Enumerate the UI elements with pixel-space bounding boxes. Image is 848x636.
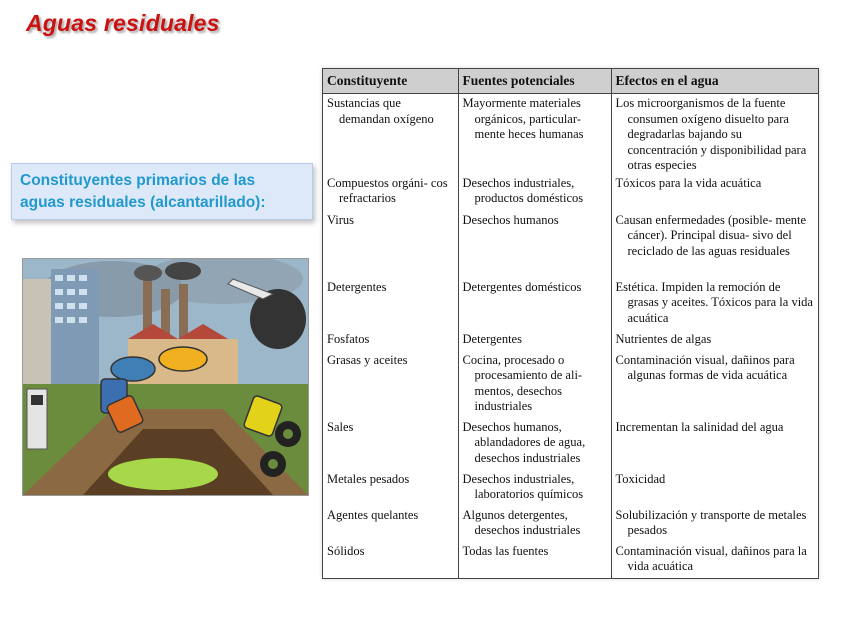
table-row [323, 211, 818, 278]
header-constituyente: Constituyente [323, 69, 458, 94]
slide-title: Aguas residuales [26, 10, 220, 36]
cell-text: Algunos detergentes, desechos industriales [462, 507, 581, 537]
cell-text: Detergentes domésticos [462, 279, 582, 294]
cell-text: Sólidos [327, 543, 365, 558]
cell-text: Virus [327, 212, 355, 227]
cell-constituent [323, 351, 458, 418]
cell-text: Incrementan la salinidad del agua [615, 419, 784, 434]
table-header-row [323, 69, 818, 94]
cell-effect [611, 418, 818, 470]
cell-text: Detergentes [462, 331, 522, 346]
table-row [323, 94, 818, 174]
cell-source [458, 470, 611, 506]
cell-text: Detergentes [327, 279, 387, 294]
cell-text: Tóxicos para la vida acuática [615, 175, 762, 190]
table-row [323, 418, 818, 470]
cell-source [458, 174, 611, 211]
cell-text: Desechos humanos [462, 212, 559, 227]
cell-source [458, 418, 611, 470]
cell-text: Contaminación visual, dañinos para la vida acuática [615, 543, 807, 573]
cell-effect [611, 211, 818, 278]
cell-text: Cocina, procesado o procesamiento de ali- mentos, desechos industriales [462, 352, 583, 413]
cell-effect [611, 330, 818, 351]
table-row [323, 542, 818, 579]
cell-effect [611, 278, 818, 330]
cell-text: Desechos humanos, ablandadores de agua, desechos industriales [462, 419, 586, 465]
cell-source [458, 351, 611, 418]
cell-effect [611, 174, 818, 211]
cell-constituent [323, 506, 458, 542]
cell-constituent [323, 542, 458, 579]
cell-text: Sales [327, 419, 354, 434]
cell-source [458, 94, 611, 174]
cell-effect [611, 470, 818, 506]
cell-source [458, 211, 611, 278]
table-row [323, 174, 818, 211]
table-row [323, 506, 818, 542]
cell-constituent [323, 174, 458, 211]
cell-effect [611, 542, 818, 579]
cell-text: Estética. Impiden la remoción de grasas y aceites. Tóxicos para la vida acuática [615, 279, 813, 325]
table-row [323, 351, 818, 418]
cell-text: Los microorganismos de la fuente consumen oxígeno disuelto para degradarlas bajando su concentración y disponibilidad para otras especies [615, 96, 807, 172]
cell-text: Grasas y aceites [327, 352, 408, 367]
cell-effect [611, 351, 818, 418]
cell-constituent [323, 418, 458, 470]
cell-text: Solubilización y transporte de metales pesados [615, 507, 807, 537]
cell-effect [611, 506, 818, 542]
cell-source [458, 278, 611, 330]
cell-text: Fosfatos [327, 331, 370, 346]
cell-source [458, 542, 611, 579]
pollution-illustration [22, 258, 309, 496]
cell-text: Compuestos orgáni- cos refractarios [327, 175, 448, 205]
cell-text: Toxicidad [615, 471, 666, 486]
cell-source [458, 330, 611, 351]
cell-constituent [323, 470, 458, 506]
cell-text: Desechos industriales, productos domésticos [462, 175, 584, 205]
cell-text: Todas las fuentes [462, 543, 549, 558]
cell-text: Desechos industriales, laboratorios químicos [462, 471, 584, 501]
constituents-table [323, 69, 818, 578]
table-row [323, 330, 818, 351]
header-fuentes: Fuentes potenciales [458, 69, 611, 94]
cell-source [458, 506, 611, 542]
cell-constituent [323, 330, 458, 351]
cell-constituent [323, 211, 458, 278]
cell-text: Sustancias que demandan oxígeno [327, 96, 434, 126]
table-row [323, 470, 818, 506]
cell-text: Metales pesados [327, 471, 410, 486]
cell-text: Agentes quelantes [327, 507, 419, 522]
table-row [323, 278, 818, 330]
cell-constituent [323, 94, 458, 174]
cell-text: Nutrientes de algas [615, 331, 712, 346]
callout-box: Constituyentes primarios de las aguas residuales (alcantarillado): [11, 163, 313, 220]
cell-constituent [323, 278, 458, 330]
cell-text: Contaminación visual, dañinos para algunas formas de vida acuática [615, 352, 795, 382]
cell-text: Mayormente materiales orgánicos, particular- mente heces humanas [462, 96, 584, 141]
cell-text: Causan enfermedades (posible- mente cáncer). Principal disua- sivo del reciclado de las aguas residuales [615, 212, 807, 258]
cell-effect [611, 94, 818, 174]
header-efectos: Efectos en el agua [611, 69, 818, 94]
constituents-table-frame [322, 68, 819, 579]
